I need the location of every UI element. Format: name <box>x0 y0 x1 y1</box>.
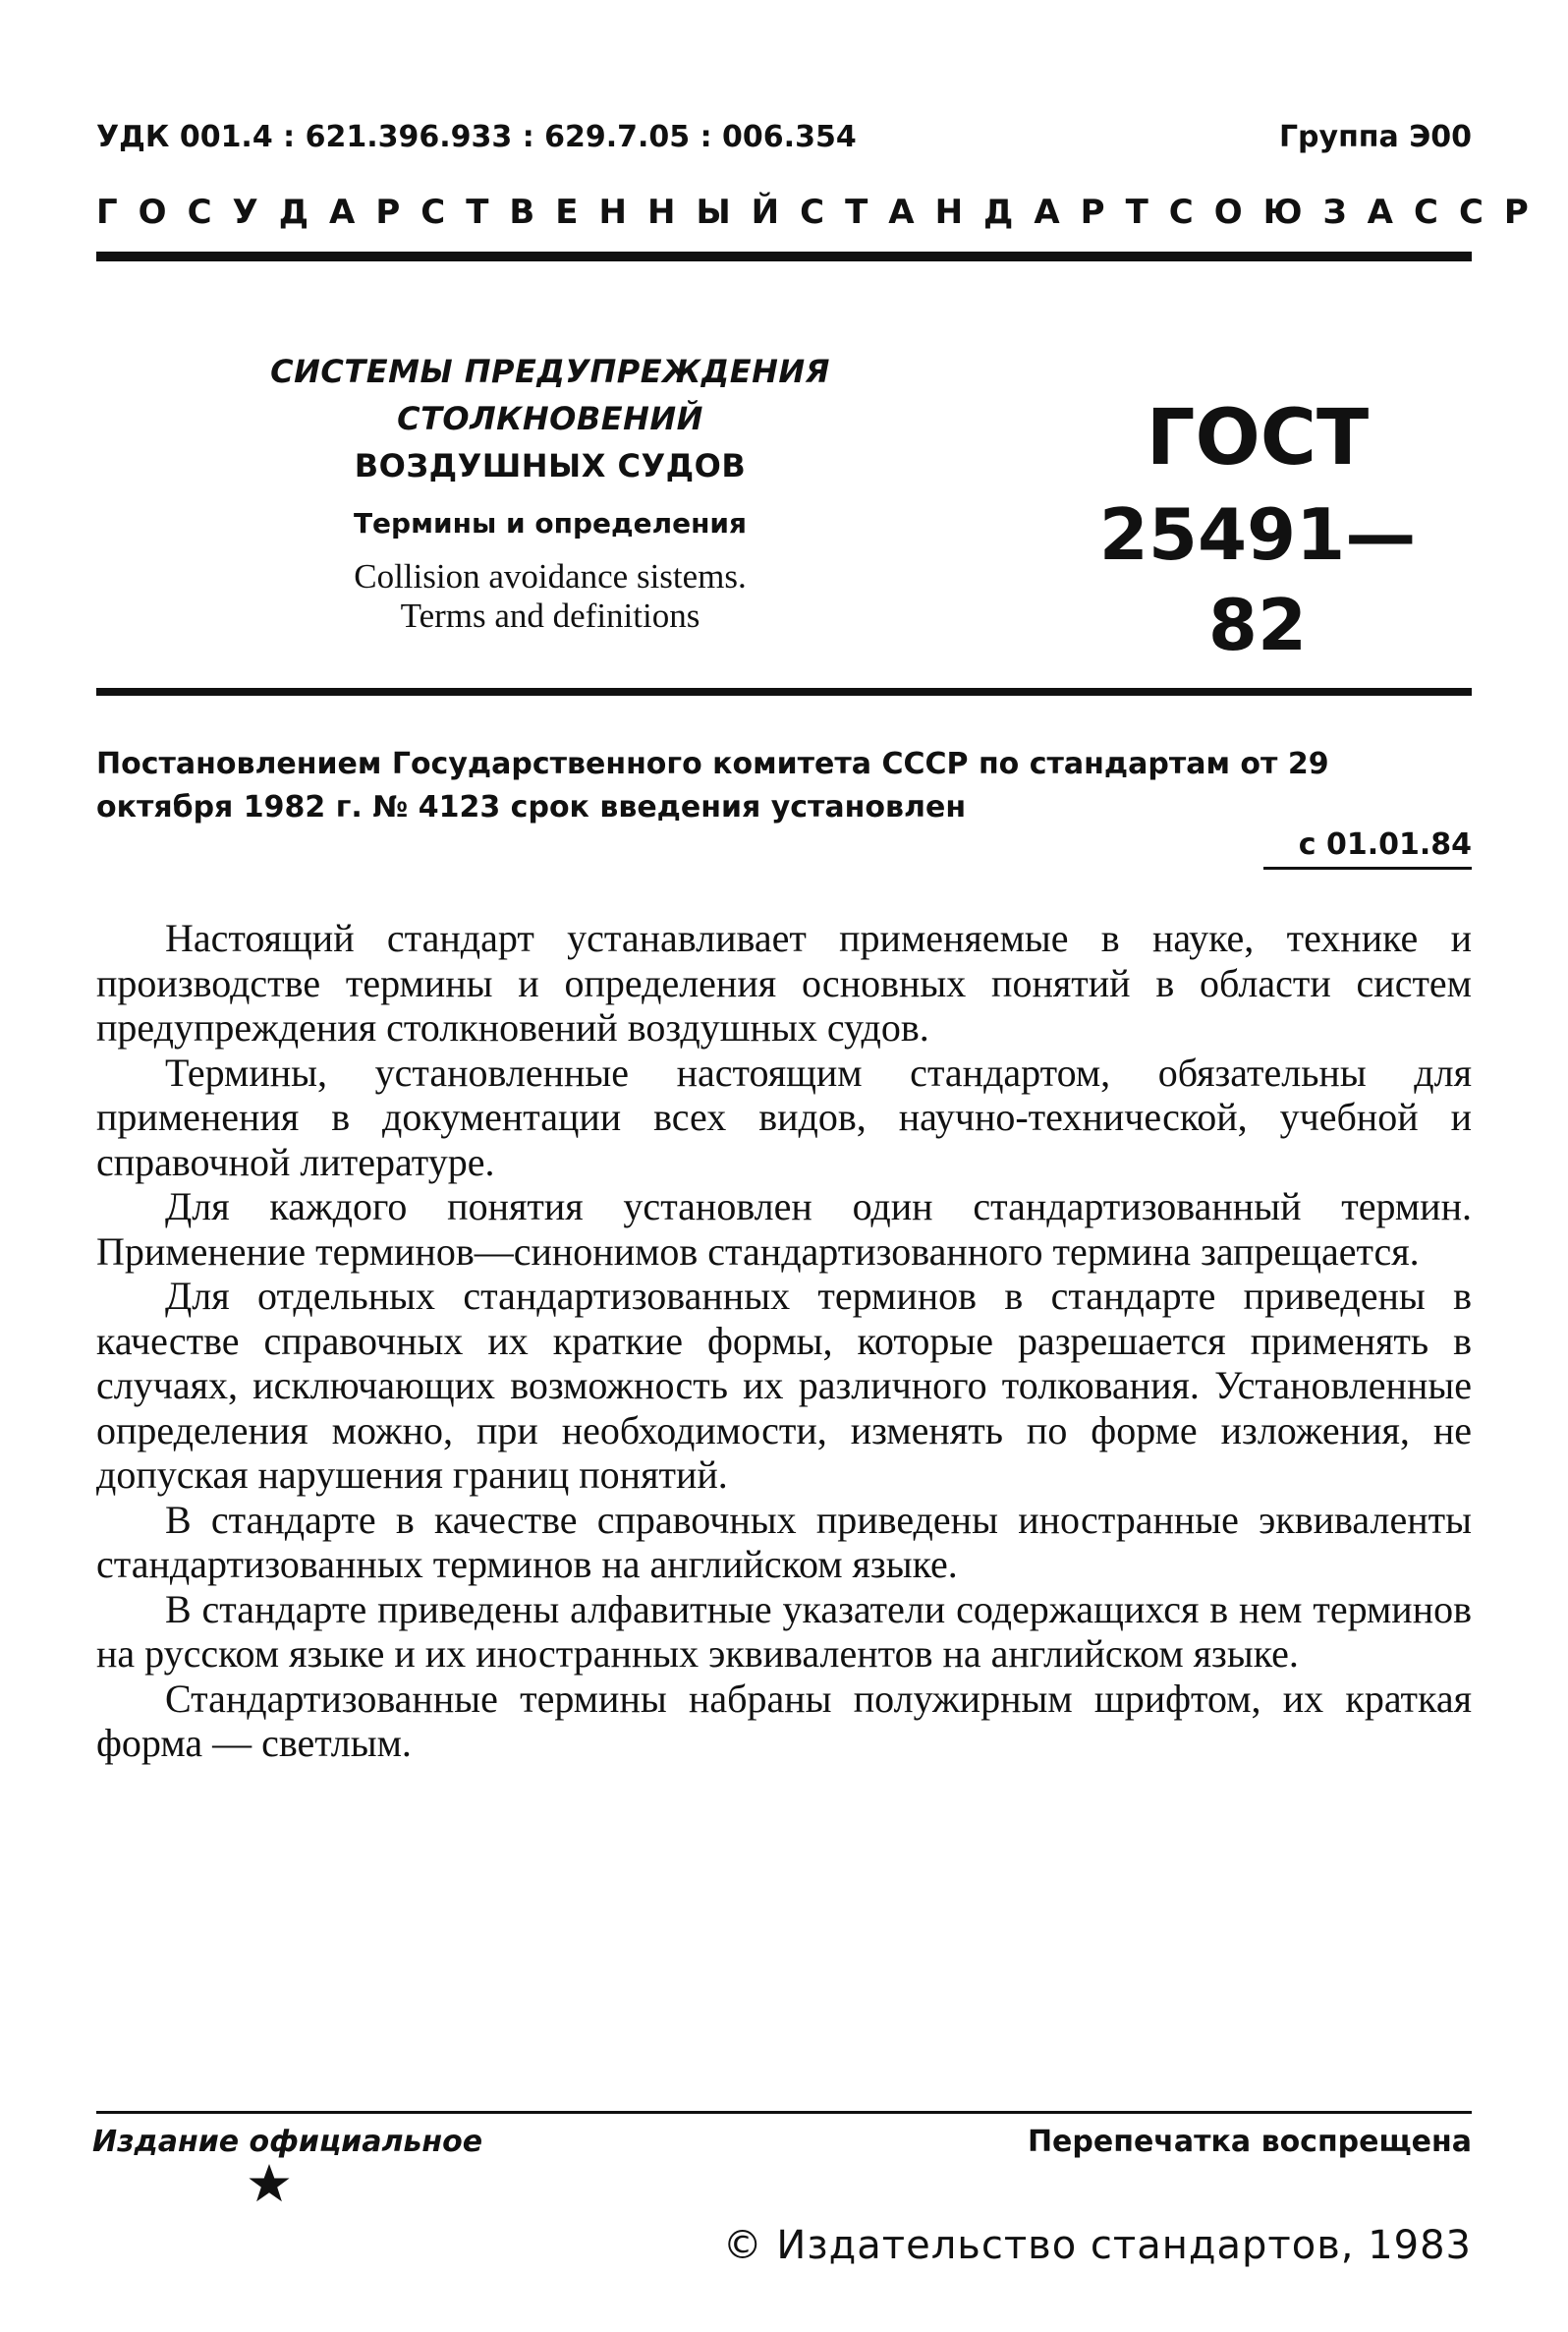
std-word-2: СТАНДАРТ <box>800 193 1169 232</box>
title-line-1: СИСТЕМЫ ПРЕДУПРЕЖДЕНИЯ СТОЛКНОВЕНИЙ <box>270 353 830 437</box>
body-paragraph-6: В стандарте приведены алфавитные указатели содержащихся в нем терминов на русском языке и их иностранных эквивалентов на английском языке. <box>96 1586 1472 1676</box>
gost-number: 25491—82 <box>1098 493 1417 666</box>
body-paragraph-1: Настоящий стандарт устанавливает применяемые в науке, технике и производстве термины и определения основных понятий в области систем предупреждения столкновений воздушных судов. <box>96 916 1472 1050</box>
official-edition: Издание официальное <box>92 2125 483 2159</box>
std-word-3: СОЮЗА <box>1168 193 1414 232</box>
gost-designation <box>1061 393 1454 670</box>
footer-divider <box>96 2111 1472 2114</box>
body-paragraph-2: Термины, установленные настоящим стандартом, обязательны для применения в документации всех видов, научно-технической, учебной и справочной литературе. <box>96 1050 1472 1184</box>
title-english-line-2: Terms and definitions <box>400 597 700 635</box>
title-english-line-1: Collision avoidance sistems. <box>354 557 747 596</box>
title-subtitle: Термины и определения <box>353 507 748 540</box>
state-standard-heading <box>96 193 1549 238</box>
group-code: Группа Э00 <box>1278 120 1472 154</box>
reprint-prohibited: Перепечатка воспрещена <box>1027 2125 1472 2159</box>
title-line-2: ВОЗДУШНЫХ СУДОВ <box>354 447 747 484</box>
decree-text: Постановлением Государственного комитета СССР по стандартам от 29 октября 1982 г. № 4123 срок введения установлен <box>96 747 1329 825</box>
body-paragraph-4: Для отдельных стандартизованных терминов в стандарте приведены в качестве справочных их краткие формы, которые разрешается применять в случаях, исключающих возможность их различного толкования. Установленные определения можно, при необходимости, изменять по форме изложения, не допуская нарушения границ понятий. <box>96 1274 1472 1497</box>
body-paragraph-5: В стандарте в качестве справочных приведены иностранные эквиваленты стандартизованных терминов на английском языке. <box>96 1497 1472 1586</box>
gost-label: ГОСТ <box>1146 394 1370 483</box>
effective-date-underline <box>1263 867 1472 870</box>
title-block <box>128 348 973 636</box>
body-paragraph-3: Для каждого понятия установлен один стандартизованный термин. Применение терминов—синонимов стандартизованного термина запрещается. <box>96 1184 1472 1274</box>
star-icon <box>248 2162 291 2205</box>
udk-code: УДК 001.4 : 621.396.933 : 629.7.05 : 006.354 <box>96 120 857 154</box>
body-text <box>96 916 1472 1766</box>
header-divider <box>96 252 1472 261</box>
body-paragraph-7: Стандартизованные термины набраны полужирным шрифтом, их краткая форма — светлым. <box>96 1676 1472 1765</box>
header-top <box>96 120 1472 159</box>
title-divider <box>96 688 1472 696</box>
publisher-copyright: © Издательство стандартов, 1983 <box>722 2223 1472 2268</box>
std-word-1: ГОСУДАРСТВЕННЫЙ <box>96 193 801 232</box>
std-word-4: ССР <box>1414 193 1549 232</box>
effective-date: с 01.01.84 <box>1298 827 1472 862</box>
